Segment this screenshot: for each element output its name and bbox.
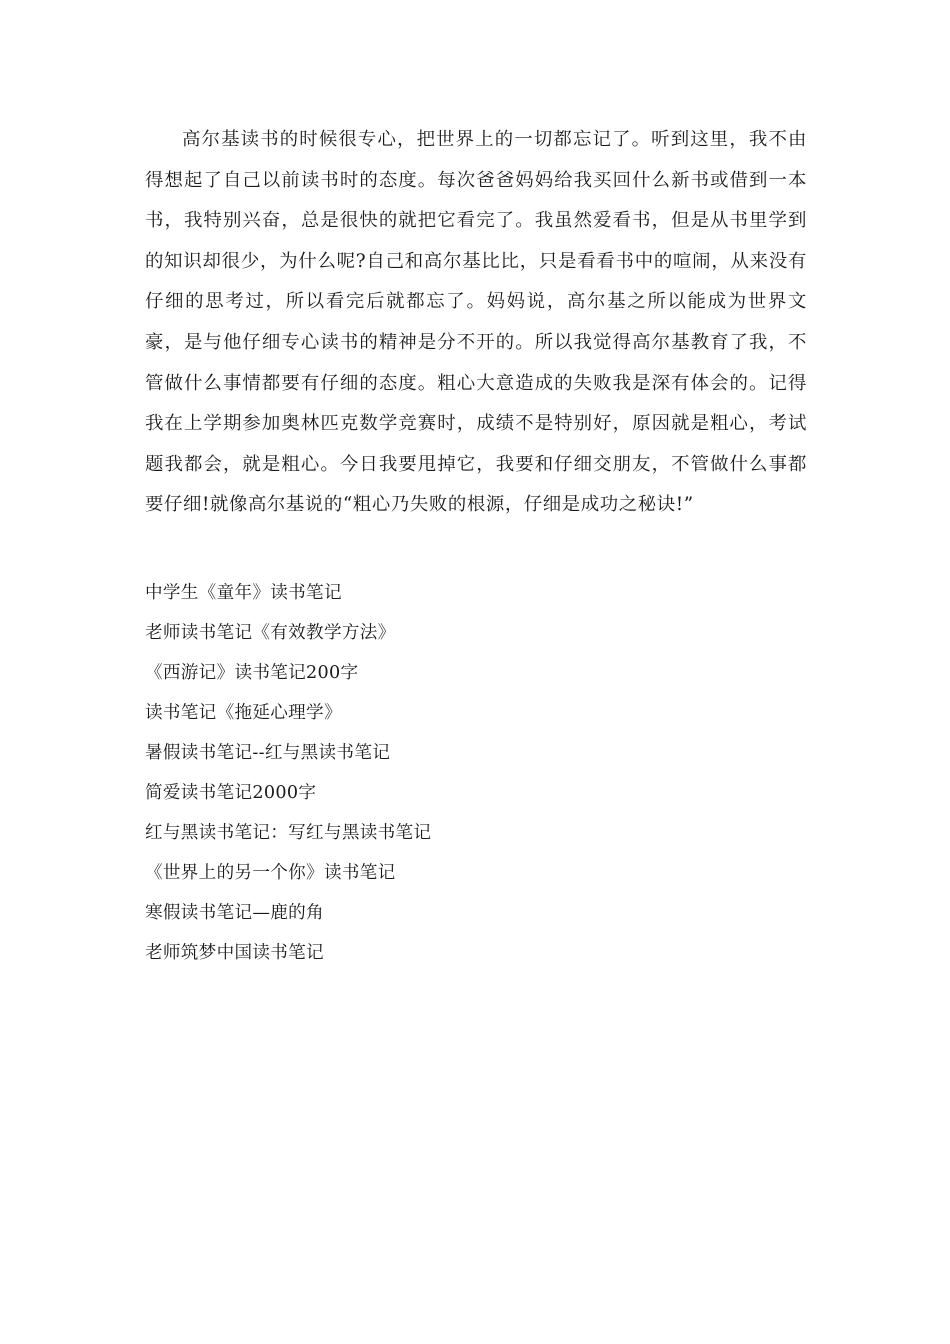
- related-article-link[interactable]: 《西游记》读书笔记200字: [145, 663, 359, 683]
- related-article-link[interactable]: 简爱读书笔记2000字: [145, 783, 317, 803]
- related-article-link[interactable]: 暑假读书笔记--红与黑读书笔记: [145, 743, 391, 763]
- related-articles-list: [145, 573, 805, 973]
- related-article-link[interactable]: 读书笔记《拖延心理学》: [145, 703, 342, 723]
- related-article-link[interactable]: 老师读书笔记《有效教学方法》: [145, 623, 396, 643]
- related-article-link[interactable]: 红与黑读书笔记：写红与黑读书笔记: [145, 823, 432, 843]
- related-article-link[interactable]: 《世界上的另一个你》读书笔记: [145, 863, 396, 883]
- related-article-link[interactable]: 寒假读书笔记—鹿的角: [145, 903, 324, 923]
- related-article-link[interactable]: 老师筑梦中国读书笔记: [145, 943, 324, 963]
- article-paragraph: 高尔基读书的时候很专心，把世界上的一切都忘记了。听到这里，我不由得想起了自己以前读书时的态度。每次爸爸妈妈给我买回什么新书或借到一本书，我特别兴奋，总是很快的就把它看完了。我虽然爱看书，但是从书里学到的知识却很少，为什么呢?自己和高尔基比比，只是看看书中的喧闹，从来没有仔细的思考过，所以看完后就都忘了。妈妈说，高尔基之所以能成为世界文豪，是与他仔细专心读书的精神是分不开的。所以我觉得高尔基教育了我，不管做什么事情都要有仔细的态度。粗心大意造成的失败我是深有体会的。记得我在上学期参加奥林匹克数学竞赛时，成绩不是特别好，原因就是粗心，考试题我都会，就是粗心。今日我要甩掉它，我要和仔细交朋友，不管做什么事都要仔细!就像高尔基说的“粗心乃失败的根源，仔细是成功之秘诀!”: [145, 129, 807, 516]
- related-article-link[interactable]: 中学生《童年》读书笔记: [145, 583, 342, 603]
